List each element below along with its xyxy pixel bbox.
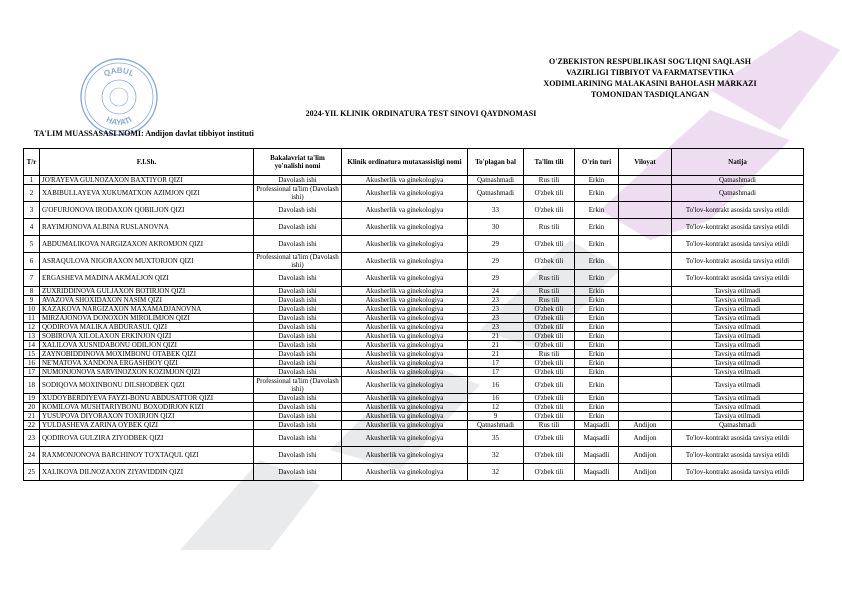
row-place: Maqsadli: [575, 464, 619, 481]
row-region: [619, 368, 672, 377]
row-specialty: Akusherlik va ginekologiya: [342, 236, 468, 253]
row-language: Rus tili: [524, 350, 575, 359]
row-score: 29: [468, 270, 524, 287]
row-language: Rus tili: [524, 219, 575, 236]
row-specialty: Akusherlik va ginekologiya: [342, 430, 468, 447]
row-place: Erkin: [575, 287, 619, 296]
row-name: XABIBULLAYEVA XUKUMATXON AZIMJON QIZI: [40, 185, 254, 202]
row-bachelor: Davolash ishi: [254, 464, 342, 481]
ministry-line: VAZIRLIGI TIBBIYOT VA FARMATSEVTIKA: [566, 68, 734, 77]
row-region: [619, 341, 672, 350]
row-region: [619, 323, 672, 332]
row-region: [619, 350, 672, 359]
row-bachelor: Professional ta'lim (Davolash ishi): [254, 185, 342, 202]
row-place: Maqsadli: [575, 447, 619, 464]
row-region: [619, 296, 672, 305]
row-result: To'lov-kontrakt asosida tavsiya etildi: [672, 219, 804, 236]
row-name: G'OFURJONOVA IRODAXON QOBILJON QIZI: [40, 202, 254, 219]
row-specialty: Akusherlik va ginekologiya: [342, 359, 468, 368]
table-row: [24, 314, 804, 323]
row-name: KOMILOVA MUSHTARIYBONU BOXODIRJON KIZI: [40, 403, 254, 412]
table-row: [24, 253, 804, 270]
row-region: [619, 359, 672, 368]
row-name: NUMONJONOVA SARVINOZXON KOZIMJON QIZI: [40, 368, 254, 377]
stamp-text-top: QABUL: [102, 65, 136, 79]
row-bachelor: Davolash ishi: [254, 368, 342, 377]
row-score: Qatnashmadi: [468, 421, 524, 430]
table-header-row: [24, 149, 804, 176]
row-score: 21: [468, 332, 524, 341]
row-score: 23: [468, 314, 524, 323]
row-place: Erkin: [575, 202, 619, 219]
row-language: O'zbek tili: [524, 403, 575, 412]
row-name: ERGASHEVA MADINA AKMALJON QIZI: [40, 270, 254, 287]
row-number: 5: [24, 236, 40, 253]
row-number: 17: [24, 368, 40, 377]
row-number: 18: [24, 377, 40, 394]
row-place: Erkin: [575, 377, 619, 394]
row-number: 1: [24, 176, 40, 185]
table-row: [24, 305, 804, 314]
table-row: [24, 219, 804, 236]
row-number: 25: [24, 464, 40, 481]
row-language: O'zbek tili: [524, 359, 575, 368]
table-row: [24, 185, 804, 202]
row-name: YULDASHEVA ZARINA OYBEK QIZI: [40, 421, 254, 430]
row-score: 21: [468, 341, 524, 350]
row-result: Tavsiya etilmadi: [672, 305, 804, 314]
row-score: 29: [468, 253, 524, 270]
row-result: Tavsiya etilmadi: [672, 332, 804, 341]
row-bachelor: Davolash ishi: [254, 332, 342, 341]
row-place: Erkin: [575, 359, 619, 368]
row-region: [619, 270, 672, 287]
row-region: [619, 394, 672, 403]
col-header-region: Viloyat: [619, 149, 672, 176]
row-result: Tavsiya etilmadi: [672, 287, 804, 296]
col-header-name: F.I.Sh.: [40, 149, 254, 176]
row-number: 9: [24, 296, 40, 305]
row-score: 9: [468, 412, 524, 421]
row-name: ABDUMALIKOVA NARGIZAXON AKROMJON QIZI: [40, 236, 254, 253]
row-language: O'zbek tili: [524, 305, 575, 314]
row-name: JO'RAYEVA GULNOZAXON BAXTIYOR QIZI: [40, 176, 254, 185]
row-name: ASRAQULOVA NIGORAXON MUXTORJON QIZI: [40, 253, 254, 270]
institution-name: TA'LIM MUASSASASI NOMI: Andijon davlat tibbiyot instituti: [34, 129, 254, 138]
row-specialty: Akusherlik va ginekologiya: [342, 296, 468, 305]
ministry-line: O'ZBEKISTON RESPUBLIKASI SOG'LIQNI SAQLASH: [549, 57, 751, 66]
table-row: [24, 332, 804, 341]
table-row: [24, 296, 804, 305]
row-result: Tavsiya etilmadi: [672, 377, 804, 394]
row-result: Tavsiya etilmadi: [672, 403, 804, 412]
row-number: 15: [24, 350, 40, 359]
row-score: Qatnashmadi: [468, 185, 524, 202]
row-bachelor: Davolash ishi: [254, 287, 342, 296]
row-bachelor: Davolash ishi: [254, 447, 342, 464]
row-specialty: Akusherlik va ginekologiya: [342, 350, 468, 359]
row-region: [619, 176, 672, 185]
row-language: O'zbek tili: [524, 185, 575, 202]
row-name: RAXMONJONOVA BARCHINOY TO'XTAQUL QIZI: [40, 447, 254, 464]
row-result: Qatnashmadi: [672, 176, 804, 185]
row-bachelor: Davolash ishi: [254, 412, 342, 421]
row-place: Erkin: [575, 323, 619, 332]
row-bachelor: Davolash ishi: [254, 305, 342, 314]
row-place: Erkin: [575, 176, 619, 185]
row-bachelor: Davolash ishi: [254, 421, 342, 430]
row-specialty: Akusherlik va ginekologiya: [342, 219, 468, 236]
col-header-num: T/r: [24, 149, 40, 176]
row-region: Andijon: [619, 447, 672, 464]
row-result: Tavsiya etilmadi: [672, 412, 804, 421]
table-row: [24, 464, 804, 481]
row-bachelor: Davolash ishi: [254, 350, 342, 359]
row-specialty: Akusherlik va ginekologiya: [342, 377, 468, 394]
row-place: Erkin: [575, 305, 619, 314]
row-place: Erkin: [575, 403, 619, 412]
row-language: Rus tili: [524, 176, 575, 185]
row-specialty: Akusherlik va ginekologiya: [342, 368, 468, 377]
row-language: O'zbek tili: [524, 236, 575, 253]
row-result: To'lov-kontrakt asosida tavsiya etildi: [672, 236, 804, 253]
table-row: [24, 270, 804, 287]
row-score: 33: [468, 202, 524, 219]
table-row: [24, 377, 804, 394]
row-language: O'zbek tili: [524, 314, 575, 323]
ministry-line: XODIMLARINING MALAKASINI BAHOLASH MARKAZI: [543, 79, 757, 88]
row-score: 30: [468, 219, 524, 236]
table-row: [24, 368, 804, 377]
row-score: 16: [468, 394, 524, 403]
row-language: O'zbek tili: [524, 377, 575, 394]
row-bachelor: Davolash ishi: [254, 341, 342, 350]
row-language: Rus tili: [524, 270, 575, 287]
row-specialty: Akusherlik va ginekologiya: [342, 287, 468, 296]
row-specialty: Akusherlik va ginekologiya: [342, 202, 468, 219]
row-score: 23: [468, 296, 524, 305]
row-name: YUSUPOVA DIYORAXON TOXIRJON QIZI: [40, 412, 254, 421]
row-specialty: Akusherlik va ginekologiya: [342, 185, 468, 202]
row-number: 20: [24, 403, 40, 412]
col-header-score: To'plagan bal: [468, 149, 524, 176]
row-result: Tavsiya etilmadi: [672, 296, 804, 305]
ministry-line: TOMONIDAN TASDIQLANGAN: [590, 90, 709, 99]
row-language: O'zbek tili: [524, 253, 575, 270]
row-number: 21: [24, 412, 40, 421]
row-name: RAYIMJONOVA ALBINA RUSLANOVNA: [40, 219, 254, 236]
row-language: O'zbek tili: [524, 332, 575, 341]
row-specialty: Akusherlik va ginekologiya: [342, 332, 468, 341]
row-region: Andijon: [619, 421, 672, 430]
row-result: Tavsiya etilmadi: [672, 341, 804, 350]
table-row: [24, 341, 804, 350]
row-specialty: Akusherlik va ginekologiya: [342, 176, 468, 185]
row-place: Erkin: [575, 394, 619, 403]
row-name: MIRZAJONOVA DONOXON MIROLIMJON QIZI: [40, 314, 254, 323]
table-body: [24, 176, 804, 481]
row-number: 22: [24, 421, 40, 430]
row-number: 12: [24, 323, 40, 332]
row-score: 17: [468, 368, 524, 377]
row-region: [619, 185, 672, 202]
row-place: Maqsadli: [575, 421, 619, 430]
row-region: [619, 403, 672, 412]
row-place: Erkin: [575, 341, 619, 350]
row-score: 21: [468, 350, 524, 359]
row-specialty: Akusherlik va ginekologiya: [342, 305, 468, 314]
row-bachelor: Davolash ishi: [254, 219, 342, 236]
row-place: Erkin: [575, 236, 619, 253]
row-name: AVAZOVA SHOXIDAXON NASIM QIZI: [40, 296, 254, 305]
row-place: Erkin: [575, 314, 619, 323]
row-score: 23: [468, 323, 524, 332]
row-number: 11: [24, 314, 40, 323]
table-row: [24, 403, 804, 412]
row-score: 32: [468, 447, 524, 464]
row-specialty: Akusherlik va ginekologiya: [342, 341, 468, 350]
row-bachelor: Davolash ishi: [254, 394, 342, 403]
row-language: O'zbek tili: [524, 202, 575, 219]
row-region: [619, 412, 672, 421]
row-language: Rus tili: [524, 421, 575, 430]
row-score: 23: [468, 305, 524, 314]
row-result: Tavsiya etilmadi: [672, 314, 804, 323]
results-table: [23, 148, 804, 481]
row-name: ZUXRIDDINOVA GULJAXON BOTIRJON QIZI: [40, 287, 254, 296]
row-region: [619, 332, 672, 341]
row-specialty: Akusherlik va ginekologiya: [342, 447, 468, 464]
table-row: [24, 394, 804, 403]
row-score: 32: [468, 464, 524, 481]
row-number: 6: [24, 253, 40, 270]
row-region: [619, 219, 672, 236]
row-place: Maqsadli: [575, 430, 619, 447]
row-number: 24: [24, 447, 40, 464]
row-number: 19: [24, 394, 40, 403]
row-region: Andijon: [619, 430, 672, 447]
row-name: XALILOVA XUSNIDABONU ODILJON QIZI: [40, 341, 254, 350]
row-result: Tavsiya etilmadi: [672, 359, 804, 368]
row-score: 24: [468, 287, 524, 296]
row-region: [619, 314, 672, 323]
table-row: [24, 287, 804, 296]
row-number: 14: [24, 341, 40, 350]
row-place: Erkin: [575, 368, 619, 377]
row-place: Erkin: [575, 270, 619, 287]
table-row: [24, 421, 804, 430]
row-specialty: Akusherlik va ginekologiya: [342, 394, 468, 403]
row-name: SOBIROVA XILOLAXON ERKINJON QIZI: [40, 332, 254, 341]
row-result: To'lov-kontrakt asosida tavsiya etildi: [672, 464, 804, 481]
row-name: XALIKOVA DILNOZAXON ZIYAVIDDIN QIZI: [40, 464, 254, 481]
row-language: O'zbek tili: [524, 341, 575, 350]
row-score: 17: [468, 359, 524, 368]
row-region: [619, 305, 672, 314]
row-result: To'lov-kontrakt asosida tavsiya etildi: [672, 202, 804, 219]
row-language: O'zbek tili: [524, 323, 575, 332]
row-bachelor: Davolash ishi: [254, 270, 342, 287]
row-name: SODIQOVA MOXINBONU DILSHODBEK QIZI: [40, 377, 254, 394]
row-language: O'zbek tili: [524, 430, 575, 447]
row-region: [619, 202, 672, 219]
row-specialty: Akusherlik va ginekologiya: [342, 464, 468, 481]
row-score: 12: [468, 403, 524, 412]
row-region: [619, 236, 672, 253]
row-result: To'lov-kontrakt asosida tavsiya etildi: [672, 253, 804, 270]
row-number: 3: [24, 202, 40, 219]
row-number: 4: [24, 219, 40, 236]
row-place: Erkin: [575, 219, 619, 236]
row-result: Qatnashmadi: [672, 185, 804, 202]
row-name: QODIROVA MALIKA ABDURASUL QIZI: [40, 323, 254, 332]
row-score: 16: [468, 377, 524, 394]
row-name: NE'MATOVA XANDONA ERGASHBOY QIZI: [40, 359, 254, 368]
ministry-approval-block: [520, 56, 780, 100]
row-specialty: Akusherlik va ginekologiya: [342, 270, 468, 287]
row-place: Erkin: [575, 412, 619, 421]
row-result: Tavsiya etilmadi: [672, 350, 804, 359]
row-score: 35: [468, 430, 524, 447]
row-bachelor: Davolash ishi: [254, 323, 342, 332]
document-title: 2024-YIL KLINIK ORDINATURA TEST SINOVI QAYDNOMASI: [305, 109, 537, 118]
row-name: ZAYNOBIDDINOVA MOXIMBONU OTABEK QIZI: [40, 350, 254, 359]
row-result: Tavsiya etilmadi: [672, 394, 804, 403]
table-row: [24, 430, 804, 447]
row-bachelor: Professional ta'lim (Davolash ishi): [254, 377, 342, 394]
row-bachelor: Davolash ishi: [254, 236, 342, 253]
row-result: Tavsiya etilmadi: [672, 323, 804, 332]
row-specialty: Akusherlik va ginekologiya: [342, 403, 468, 412]
table-row: [24, 323, 804, 332]
row-number: 13: [24, 332, 40, 341]
row-region: [619, 377, 672, 394]
row-place: Erkin: [575, 332, 619, 341]
table-row: [24, 359, 804, 368]
col-header-language: Ta'lim tili: [524, 149, 575, 176]
row-bachelor: Davolash ishi: [254, 202, 342, 219]
row-region: [619, 287, 672, 296]
col-header-bachelor: Bakalavriat ta'lim yo'nalishi nomi: [254, 149, 342, 176]
row-name: KAZAKOVA NARGIZAXON MAXAMADJANOVNA: [40, 305, 254, 314]
col-header-specialty: Klinik ordinatura mutaxassisligi nomi: [342, 149, 468, 176]
table-row: [24, 176, 804, 185]
col-header-result: Natija: [672, 149, 804, 176]
stamp-text-bottom: HAYATI: [104, 114, 134, 127]
seal-stamp: [78, 56, 160, 138]
row-language: O'zbek tili: [524, 464, 575, 481]
row-result: To'lov-kontrakt asosida tavsiya etildi: [672, 447, 804, 464]
row-score: Qatnashmadi: [468, 176, 524, 185]
row-result: To'lov-kontrakt asosida tavsiya etildi: [672, 430, 804, 447]
table-row: [24, 447, 804, 464]
row-bachelor: Davolash ishi: [254, 359, 342, 368]
row-specialty: Akusherlik va ginekologiya: [342, 412, 468, 421]
row-language: O'zbek tili: [524, 394, 575, 403]
row-number: 8: [24, 287, 40, 296]
row-language: O'zbek tili: [524, 412, 575, 421]
row-language: O'zbek tili: [524, 368, 575, 377]
row-number: 2: [24, 185, 40, 202]
table-row: [24, 236, 804, 253]
col-header-place: O'rin turi: [575, 149, 619, 176]
table-row: [24, 350, 804, 359]
row-bachelor: Professional ta'lim (Davolash ishi): [254, 253, 342, 270]
row-specialty: Akusherlik va ginekologiya: [342, 314, 468, 323]
row-number: 10: [24, 305, 40, 314]
row-result: To'lov-kontrakt asosida tavsiya etildi: [672, 270, 804, 287]
row-result: Qatnashmadi: [672, 421, 804, 430]
row-language: Rus tili: [524, 287, 575, 296]
row-bachelor: Davolash ishi: [254, 314, 342, 323]
row-language: O'zbek tili: [524, 447, 575, 464]
table-row: [24, 202, 804, 219]
row-number: 16: [24, 359, 40, 368]
row-name: XUDOYBERDIYEVA FAYZI-BONU ABDUSATTOR QIZI: [40, 394, 254, 403]
row-bachelor: Davolash ishi: [254, 430, 342, 447]
row-result: Tavsiya etilmadi: [672, 368, 804, 377]
row-number: 23: [24, 430, 40, 447]
row-bachelor: Davolash ishi: [254, 296, 342, 305]
row-language: Rus tili: [524, 296, 575, 305]
row-score: 29: [468, 236, 524, 253]
row-name: QODIROVA GULZIRA ZIYODBEK QIZI: [40, 430, 254, 447]
row-number: 7: [24, 270, 40, 287]
row-place: Erkin: [575, 296, 619, 305]
row-place: Erkin: [575, 185, 619, 202]
row-specialty: Akusherlik va ginekologiya: [342, 421, 468, 430]
row-bachelor: Davolash ishi: [254, 176, 342, 185]
row-region: [619, 253, 672, 270]
row-place: Erkin: [575, 253, 619, 270]
row-specialty: Akusherlik va ginekologiya: [342, 253, 468, 270]
row-place: Erkin: [575, 350, 619, 359]
table-row: [24, 412, 804, 421]
row-specialty: Akusherlik va ginekologiya: [342, 323, 468, 332]
row-region: Andijon: [619, 464, 672, 481]
row-bachelor: Davolash ishi: [254, 403, 342, 412]
